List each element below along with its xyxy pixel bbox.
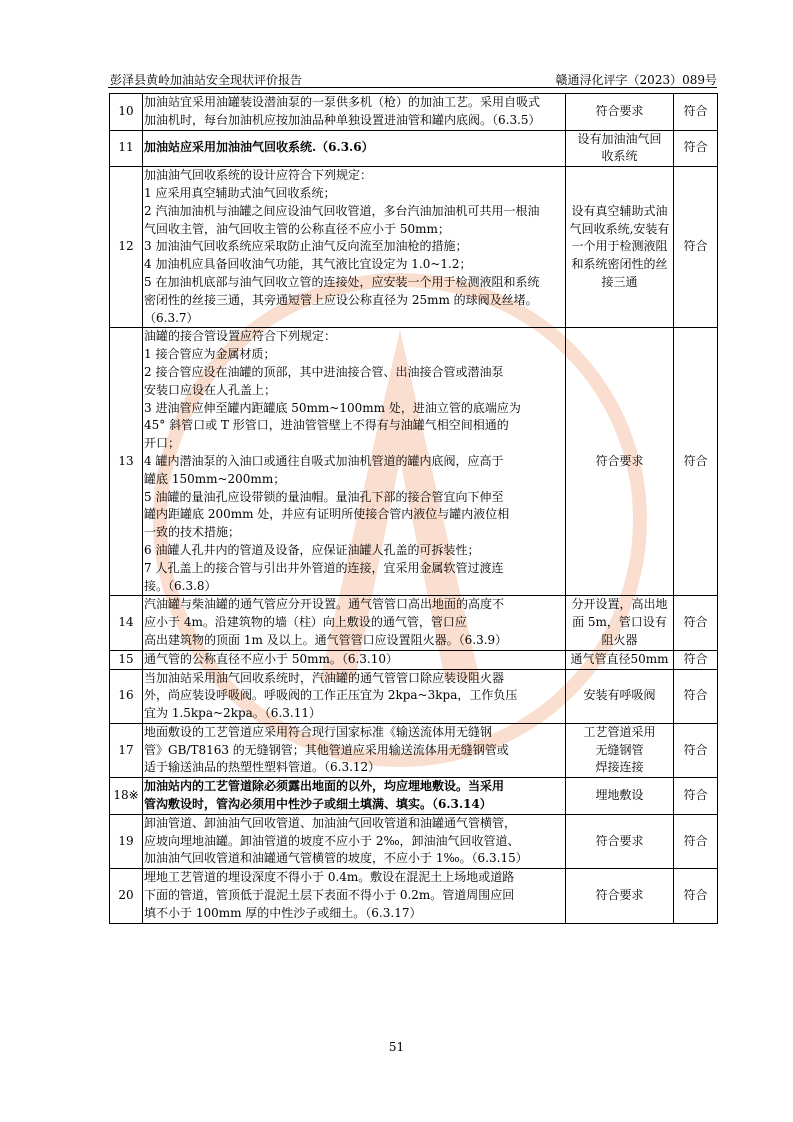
requirement-cell [143,650,566,669]
inspection-result-cell [566,650,674,669]
requirement-text-line: 密闭性的丝接三通，其旁通短管上应设公称直径为 25mm 的球阀及丝堵。 [144,292,538,307]
requirement-cell [143,596,566,650]
conclusion-text: 符合 [683,103,708,118]
inspection-result-line: 分开设置，高出地 [571,597,668,612]
item-number: 13 [118,453,134,468]
requirement-cell [143,328,566,596]
conclusion-cell [674,167,718,328]
requirement-cell [143,723,566,777]
item-number-cell [110,869,143,923]
requirement-text-line: 汽油罐与柴油罐的通气管应分开设置。通气管管口高出地面的高度不 [144,597,505,612]
conclusion-cell [674,723,718,777]
requirement-text-line: 下面的管道，管顶低于混泥土层下表面不得小于 0.2m。管道周围应回 [144,888,515,903]
header-report-number: 赣通浔化评字（2023）089号 [555,73,717,87]
requirement-text-line: 1 应采用真空辅助式油气回收系统； [144,185,336,200]
inspection-result-line: 通气管直径50mm [570,651,669,666]
requirement-text-line: 加油机时，每台加油机应按加油品种单独设置进油管和罐内底阀。（6.3.5） [144,112,541,127]
inspection-result-cell [566,130,674,167]
table-row [110,723,718,777]
conclusion-text: 符合 [683,888,708,903]
table-row [110,650,718,669]
requirement-text-line: 4 加油机应具备回收油气功能，其气液比宜设定为 1.0~1.2； [144,257,472,272]
inspection-result-cell [566,328,674,596]
inspection-result-line: 无缝钢管 [595,742,644,757]
conclusion-text: 符合 [683,742,708,757]
header-report-title: 彭泽县黄岭加油站安全现状评价报告 [110,73,303,87]
conclusion-cell [674,94,718,131]
item-number-cell [110,130,143,167]
inspection-result-line: 设有真空辅助式油 [571,203,668,218]
conclusion-cell [674,814,718,868]
item-number: 10 [118,103,134,118]
inspection-result-line: 气回收系统,安装有 [569,221,670,236]
inspection-result-line: 埋地敷设 [595,788,644,803]
inspection-result-line: 接三通 [601,274,638,289]
requirement-text-line: 5 油罐的量油孔应设带锁的量油帽。量油孔下部的接合管宜向下伸至 [144,489,504,504]
inspection-result-cell [566,723,674,777]
requirement-cell [143,869,566,923]
conclusion-cell [674,778,718,815]
requirement-text-line: 卸油管道、卸油油气回收管道、加油油气回收管道和油罐通气管横管， [144,815,517,830]
requirement-cell [143,814,566,868]
requirement-cell [143,167,566,328]
requirement-cell [143,669,566,723]
inspection-result-cell [566,167,674,328]
header-divider [108,87,717,88]
inspection-result-line: 焊接连接 [595,760,644,775]
inspection-result-cell [566,778,674,815]
item-number: 16 [118,688,134,703]
requirement-text-line: 安装口应设在人孔盖上； [144,382,277,397]
item-number: 18※ [113,788,139,803]
inspection-result-line: 符合要求 [595,453,644,468]
requirement-text-line: 4 罐内潜油泵的入油口或通往自吸式加油机管道的罐内底阀，应高于 [144,453,504,468]
item-number-cell [110,94,143,131]
requirement-text-line: 接。（6.3.8） [144,578,217,593]
requirement-text-line: 开口； [144,436,181,451]
table-row [110,669,718,723]
inspection-result-cell [566,869,674,923]
item-number: 19 [118,833,134,848]
conclusion-cell [674,869,718,923]
requirement-text-line: 填不小于 100mm 厚的中性沙子或细土。（6.3.17） [144,905,422,920]
conclusion-text: 符合 [683,140,708,155]
requirement-text-line: 2 接合管应设在油罐的顶部，其中进油接合管、出油接合管或潜油泵 [144,364,504,379]
requirement-text-line: 加油油气回收系统的设计应符合下列规定： [144,168,373,183]
table-row [110,869,718,923]
item-number-cell [110,778,143,815]
requirement-text-line: 7 人孔盖上的接合管与引出井外管道的连接，宜采用金属软管过渡连 [144,560,504,575]
inspection-result-cell [566,596,674,650]
inspection-result-line: 符合要求 [595,103,644,118]
requirement-text-line: 3 进油管应伸至罐内距罐底 50mm~100mm 处，进油立管的底端应为 [144,400,521,415]
conclusion-text: 符合 [683,239,708,254]
requirement-text-line: 罐内距罐底 200mm 处，并应有证明所使接合管内液位与罐内液位相 [144,507,510,522]
requirement-cell [143,778,566,815]
requirement-text-line: 通气管的公称直径不应小于 50mm。（6.3.10） [144,651,399,666]
requirement-text-line: 3 加油油气回收系统应采取防止油气反向流至加油枪的措施； [144,239,468,254]
requirement-text-line: 应小于 4m。沿建筑物的墙（柱）向上敷设的通气管，管口应 [144,615,467,630]
inspection-result-line: 安装有呼吸阀 [583,688,656,703]
requirement-text-line: 加油站应采用加油油气回收系统.（6.3.6） [144,140,374,155]
requirement-text-line: 地面敷设的工艺管道应采用符合现行国家标准《输送流体用无缝钢 [144,724,493,739]
requirement-text-line: 1 接合管应为金属材质； [144,347,276,362]
item-number-cell [110,814,143,868]
safety-evaluation-table [109,93,718,924]
requirement-text-line: （6.3.7） [144,310,199,325]
item-number-cell [110,328,143,596]
requirement-cell [143,94,566,131]
requirement-text-line: 2 汽油加油机与油罐之间应设油气回收管道，多台汽油加油机可共用一根油 [144,203,540,218]
requirement-text-line: 6 油罐人孔井内的管道及设备，应保证油罐人孔盖的可拆装性； [144,542,480,557]
requirement-text-line: 埋地工艺管道的埋设深度不得小于 0.4m。敷设在混泥土上场地或道路 [144,870,515,885]
conclusion-cell [674,130,718,167]
inspection-result-line: 面 5m，管口设有 [572,615,667,630]
item-number: 20 [118,888,134,903]
item-number: 14 [118,615,134,630]
requirement-text-line: 高出建筑物的顶面 1m 及以上。通气管管口应设置阻火器。（6.3.9） [144,632,508,647]
inspection-result-line: 收系统 [601,149,638,164]
requirement-text-line: 管沟敷设时，管沟必须用中性沙子或细土填满、填实。（6.3.14） [144,797,492,812]
item-number: 15 [118,651,134,666]
conclusion-text: 符合 [683,833,708,848]
inspection-result-cell [566,94,674,131]
table-row [110,596,718,650]
requirement-text-line: 加油站内的工艺管道除必须露出地面的以外，均应埋地敷设。当采用 [144,779,505,794]
requirement-text-line: 适于输送油品的热塑性塑料管道。（6.3.12） [144,760,381,775]
table-row [110,814,718,868]
conclusion-text: 符合 [683,453,708,468]
item-number: 12 [118,239,134,254]
item-number-cell [110,596,143,650]
conclusion-text: 符合 [683,615,708,630]
inspection-result-line: 工艺管道采用 [583,724,656,739]
requirement-text-line: 一致的技术措施； [144,525,241,540]
item-number: 17 [118,742,134,757]
conclusion-cell [674,328,718,596]
requirement-text-line: 5 在加油机底部与油气回收立管的连接处，应安装一个用于检测液阻和系统 [144,274,540,289]
inspection-result-line: 符合要求 [595,888,644,903]
conclusion-cell [674,669,718,723]
requirement-text-line: 应坡向埋地油罐。卸油管道的坡度不应小于 2‰，卸油油气回收管道、 [144,833,520,848]
requirement-text-line: 加油站宜采用油罐装设潜油泵的一泵供多机（枪）的加油工艺。采用自吸式 [144,95,541,109]
inspection-result-line: 和系统密闭性的丝 [571,257,668,272]
conclusion-text: 符合 [683,688,708,703]
inspection-result-line: 设有加油油气回 [577,131,662,146]
table-row [110,130,718,167]
item-number-cell [110,650,143,669]
table-row [110,94,718,131]
inspection-result-line: 符合要求 [595,833,644,848]
conclusion-cell [674,650,718,669]
requirement-text-line: 外，尚应装设呼吸阀。呼吸阀的工作正压宜为 2kpa~3kpa，工作负压 [144,688,518,703]
requirement-text-line: 当加油站采用油气回收系统时，汽油罐的通气管管口除应装设阻火器 [144,670,505,685]
conclusion-cell [674,596,718,650]
item-number-cell [110,723,143,777]
table-row [110,778,718,815]
requirement-text-line: 气回收主管，油气回收主管的公称直径不应小于 50mm； [144,221,450,236]
requirement-text-line: 管》GB/T8163 的无缝钢管；其他管道应采用输送流体用无缝钢管或 [144,742,509,757]
item-number-cell [110,167,143,328]
requirement-text-line: 罐底 150mm~200mm； [144,471,286,486]
inspection-result-line: 一个用于检测液阻 [571,239,668,254]
requirement-text-line: 加油油气回收管道和油罐通气管横管的坡度，不应小于 1‰。（6.3.15） [144,851,528,866]
inspection-result-cell [566,669,674,723]
requirement-cell [143,130,566,167]
requirement-text-line: 宜为 1.5kpa~2kpa。（6.3.11） [144,706,321,721]
inspection-result-cell [566,814,674,868]
requirement-text-line: 油罐的接合管设置应符合下列规定： [144,329,337,344]
inspection-result-line: 阻火器 [601,632,638,647]
conclusion-text: 符合 [683,651,708,666]
table-row [110,328,718,596]
requirement-text-line: 45° 斜管口或 T 形管口，进油管管壁上不得有与油罐气相空间相通的 [144,418,509,433]
page-number: 51 [388,1040,405,1054]
item-number: 11 [118,140,134,155]
table-row [110,167,718,328]
conclusion-text: 符合 [683,788,708,803]
item-number-cell [110,669,143,723]
